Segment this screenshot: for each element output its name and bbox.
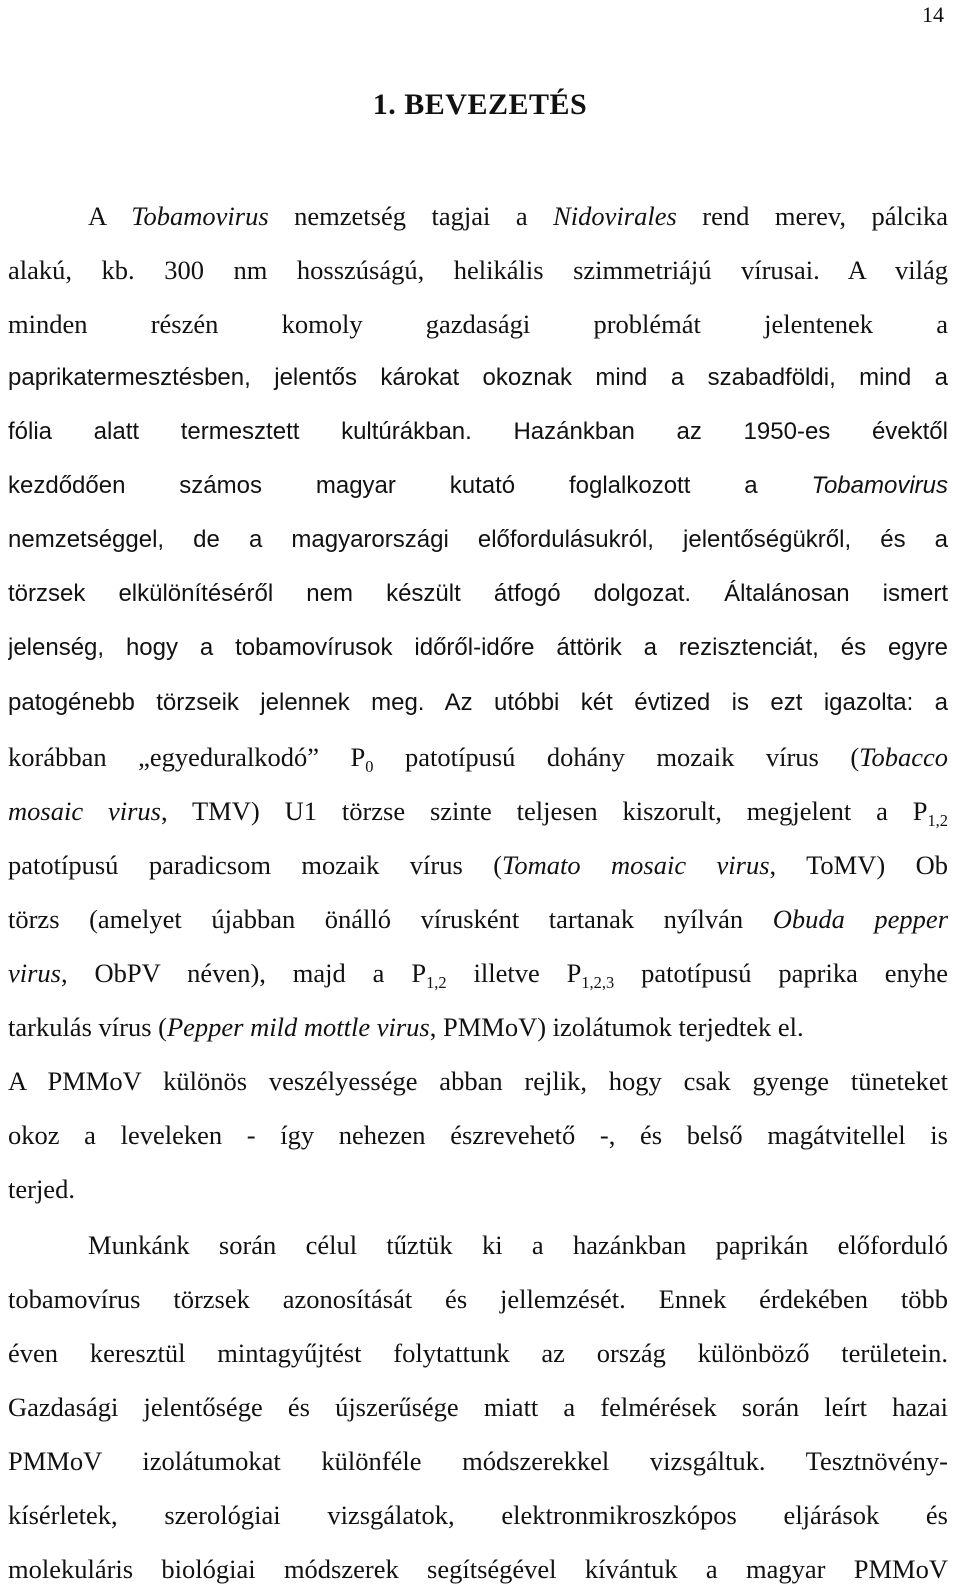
text-line — [88, 196, 948, 236]
text-segment: kezdődően számos magyar kutató foglalkozott a — [8, 472, 812, 499]
text-segment: alakú, kb. 300 nm hosszúságú, helikális szimmetriájú vírusai. A világ — [8, 255, 948, 285]
italic-term: Pepper mild mottle virus — [166, 1012, 430, 1042]
italic-term: Tobacco — [859, 742, 948, 772]
text-line — [8, 1333, 948, 1373]
subscript: 0 — [365, 756, 374, 776]
text-segment: jelenség, hogy a tobamovírusok időről-időre áttörik a rezisztenciát, és egyre — [8, 634, 948, 661]
text-line — [8, 1279, 948, 1319]
text-segment: patotípusú paradicsom mozaik vírus ( — [8, 850, 503, 880]
text-line — [8, 899, 948, 939]
text-line — [8, 953, 948, 993]
italic-term: Tobamovirus — [811, 472, 948, 499]
text-segment: paprikatermesztésben, jelentős károkat okoznak mind a szabadföldi, mind a — [8, 364, 948, 391]
text-segment: patotípusú paprika enyhe — [614, 958, 948, 988]
text-line — [8, 845, 948, 885]
subscript: 1,2 — [927, 810, 948, 830]
text-segment: törzsek elkülönítéséről nem készült átfogó dolgozat. Általánosan ismert — [8, 580, 948, 607]
text-line — [8, 737, 948, 777]
text-segment: PMMoV izolátumokat különféle módszerekkel vizsgáltuk. Tesztnövény- — [8, 1446, 948, 1476]
text-line — [8, 1061, 948, 1101]
subscript: 1,2 — [426, 972, 447, 992]
text-segment: A PMMoV különös veszélyessége abban rejlik, hogy csak gyenge tüneteket — [8, 1066, 948, 1096]
text-line — [8, 791, 948, 831]
text-segment: molekuláris biológiai módszerek segítségével kívántuk a magyar PMMoV — [8, 1554, 948, 1584]
italic-term: Obuda pepper — [772, 904, 948, 934]
text-segment: , PMMoV) izolátumok terjedtek el. — [429, 1012, 804, 1042]
text-segment: kísérletek, szerológiai vizsgálatok, elektronmikroszkópos eljárások és — [8, 1500, 948, 1530]
text-segment: nemzetséggel, de a magyarországi előfordulásukról, jelentőségükről, és a — [8, 526, 948, 553]
text-line — [8, 1007, 948, 1047]
text-segment: fólia alatt termesztett kultúrákban. Hazánkban az 1950-es évektől — [8, 418, 948, 445]
text-line — [8, 412, 948, 452]
text-line — [8, 1549, 948, 1589]
text-segment: , ObPV néven), majd a P — [61, 958, 427, 988]
text-segment: nemzetség tagjai a — [268, 201, 554, 231]
text-segment: A — [88, 201, 132, 231]
text-line — [8, 1115, 948, 1155]
text-segment: tobamovírus törzsek azonosítását és jellemzését. Ennek érdekében több — [8, 1284, 948, 1314]
text-segment: törzs (amelyet újabban önálló vírusként tartanak nyílván — [8, 904, 773, 934]
chapter-heading: 1. BEVEZETÉS — [372, 88, 588, 121]
italic-term: mosaic virus — [8, 796, 161, 826]
text-line — [8, 304, 948, 344]
text-line — [8, 683, 948, 723]
text-line — [8, 628, 948, 668]
text-segment: minden részén komoly gazdasági problémát jelentenek a — [8, 309, 948, 339]
text-line — [88, 1225, 948, 1265]
text-segment: tarkulás vírus ( — [8, 1012, 167, 1042]
text-line — [8, 1495, 948, 1535]
text-segment: Gazdasági jelentősége és újszerűsége miatt a felmérések során leírt hazai — [8, 1392, 948, 1422]
text-line — [8, 358, 948, 398]
text-segment: , ToMV) Ob — [769, 850, 948, 880]
italic-term: Tomato mosaic virus — [502, 850, 770, 880]
subscript: 1,2,3 — [581, 972, 615, 992]
text-segment: okoz a leveleken - így nehezen észrevehető -, és belső magátvitellel is — [8, 1120, 948, 1150]
text-line — [8, 1169, 948, 1209]
text-line — [8, 574, 948, 614]
text-segment: patotípusú dohány mozaik vírus ( — [373, 742, 860, 772]
text-line — [8, 1387, 948, 1427]
text-line — [8, 466, 948, 506]
text-segment: Munkánk során célul tűztük ki a hazánkban paprikán előforduló — [88, 1230, 948, 1260]
text-segment: éven keresztül mintagyűjtést folytattunk az ország különböző területein. — [8, 1338, 948, 1368]
italic-term: Tobamovirus — [131, 201, 269, 231]
page-number: 14 — [922, 2, 944, 27]
text-line — [8, 250, 948, 290]
text-line — [8, 1441, 948, 1481]
text-segment: korábban „egyeduralkodó” P — [8, 742, 366, 772]
text-segment: , TMV) U1 törzse szinte teljesen kiszorult, megjelent a P — [160, 796, 928, 826]
text-segment: illetve P — [446, 958, 582, 988]
text-segment: rend merev, pálcika — [676, 201, 948, 231]
text-segment: terjed. — [8, 1174, 75, 1204]
italic-term: virus — [8, 958, 61, 988]
text-line — [8, 520, 948, 560]
italic-term: Nidovirales — [553, 201, 677, 231]
text-segment: patogénebb törzseik jelennek meg. Az utóbbi két évtized is ezt igazolta: a — [8, 689, 948, 716]
